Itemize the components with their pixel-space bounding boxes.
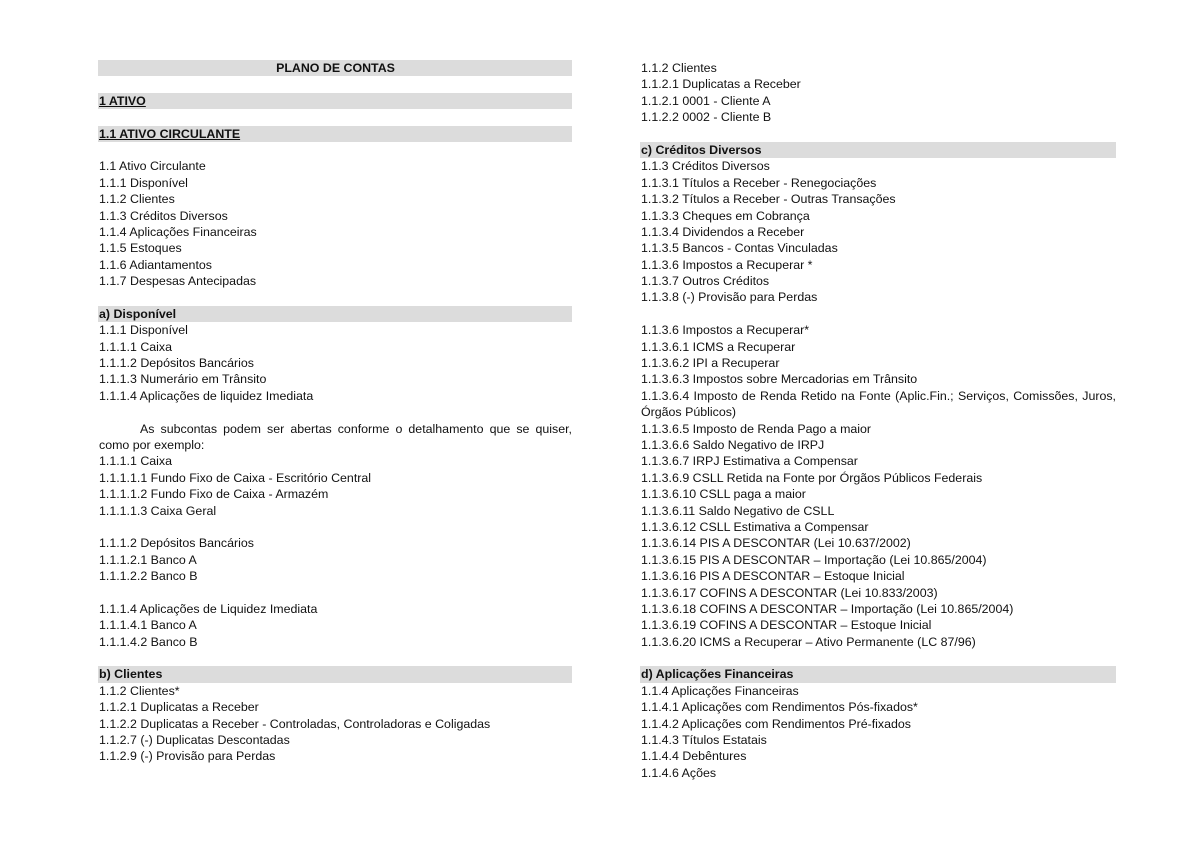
account-line: 1.1.1 Disponível <box>99 323 188 338</box>
account-line: 1.1.3.1 Títulos a Receber - Renegociações <box>641 175 877 190</box>
account-line: 1.1.2.9 (-) Provisão para Perdas <box>99 749 276 764</box>
creditos-list <box>640 158 1116 306</box>
impostos-list-a <box>640 322 1116 388</box>
account-line: 1.1.1.2 Depósitos Bancários <box>99 536 254 551</box>
account-line: 1.1.4.2 Aplicações com Rendimentos Pré-fixados <box>641 716 911 731</box>
account-line: 1.1.1.1.1 Fundo Fixo de Caixa - Escritório Central <box>99 470 372 485</box>
page-title: PLANO DE CONTAS <box>98 60 572 76</box>
account-line: 1.1.3.6.18 COFINS A DESCONTAR – Importação (Lei 10.865/2004) <box>641 601 1014 616</box>
account-line: 1.1.3.6.2 IPI a Recuperar <box>641 356 780 371</box>
account-line: 1.1.1.2.2 Banco B <box>99 569 198 584</box>
account-line: 1.1.6 Adiantamentos <box>99 257 212 272</box>
account-line: 1.1.2 Clientes <box>99 192 175 207</box>
subcontas-note: As subcontas podem ser abertas conforme o detalhamento que se quiser, como por exemplo: <box>99 421 572 452</box>
account-line: 1.1.3.3 Cheques em Cobrança <box>641 208 810 223</box>
account-line: 1.1.7 Despesas Antecipadas <box>99 274 257 289</box>
account-line: 1.1.4.6 Ações <box>641 765 717 780</box>
account-line: 1.1.3.2 Títulos a Receber - Outras Transações <box>641 192 896 207</box>
account-line: 1.1.3.6.11 Saldo Negativo de CSLL <box>641 503 835 518</box>
account-line: 1.1.4.4 Debêntures <box>641 749 747 764</box>
account-line: 1.1.1 Disponível <box>99 175 188 190</box>
right-column <box>640 60 1116 781</box>
account-line: 1.1.3.6.6 Saldo Negativo de IRPJ <box>641 438 825 453</box>
clientes-list <box>98 683 572 765</box>
account-line: 1.1.4.3 Títulos Estatais <box>641 733 767 748</box>
account-line: 1.1.1.1 Caixa <box>99 339 173 354</box>
account-line: 1.1.2.1 0001 - Cliente A <box>641 93 771 108</box>
account-line: 1.1.2.1 Duplicatas a Receber <box>641 77 801 92</box>
account-line: 1.1.2 Clientes* <box>99 683 180 698</box>
summary-list <box>98 158 572 289</box>
account-line: 1.1.3.6.17 COFINS A DESCONTAR (Lei 10.833/2003) <box>641 585 938 600</box>
account-line: 1.1.3 Créditos Diversos <box>641 159 770 174</box>
account-line: 1.1.1.3 Numerário em Trânsito <box>99 372 267 387</box>
account-line: 1.1.3.6.10 CSLL paga a maior <box>641 487 806 502</box>
caixa-list <box>98 453 572 519</box>
account-line: 1.1.3.6.12 CSLL Estimativa a Compensar <box>641 519 869 534</box>
account-line: 1.1.1.1.3 Caixa Geral <box>99 503 217 518</box>
depositos-list <box>98 535 572 584</box>
account-line: 1.1.3.6 Impostos a Recuperar* <box>641 323 810 338</box>
header-clientes: b) Clientes <box>98 666 572 682</box>
account-line: 1.1.3.7 Outros Créditos <box>641 274 770 289</box>
account-line: 1.1.5 Estoques <box>99 241 182 256</box>
account-line: 1.1.3.8 (-) Provisão para Perdas <box>641 290 818 305</box>
account-line: 1.1.3.4 Dividendos a Receber <box>641 224 805 239</box>
header-creditos: c) Créditos Diversos <box>640 142 1116 158</box>
account-line: 1.1.4.1 Aplicações com Rendimentos Pós-fixados* <box>641 700 918 715</box>
account-line: 1.1.1.4 Aplicações de Liquidez Imediata <box>99 601 318 616</box>
account-line: 1.1.1.4.2 Banco B <box>99 634 198 649</box>
account-line: 1.1.2.7 (-) Duplicatas Descontadas <box>99 733 290 748</box>
account-line: 1.1.1.1 Caixa <box>99 454 173 469</box>
account-line: 1.1.1.2.1 Banco A <box>99 552 197 567</box>
account-line: 1.1.2.2 0002 - Cliente B <box>641 110 772 125</box>
account-line: 1.1.3.6.15 PIS A DESCONTAR – Importação (Lei 10.865/2004) <box>641 552 987 567</box>
account-line: 1.1.3.6.5 Imposto de Renda Pago a maior <box>641 421 872 436</box>
account-line: 1.1.2.1 Duplicatas a Receber <box>99 700 259 715</box>
account-line: 1.1.3.6.19 COFINS A DESCONTAR – Estoque Inicial <box>641 618 932 633</box>
account-line: 1.1.3 Créditos Diversos <box>99 208 228 223</box>
account-line: 1.1.4 Aplicações Financeiras <box>641 683 799 698</box>
account-line: 1.1.3.6.7 IRPJ Estimativa a Compensar <box>641 454 858 469</box>
section-ativo-circulante: 1.1 ATIVO CIRCULANTE <box>98 126 572 142</box>
account-line: 1.1.3.5 Bancos - Contas Vinculadas <box>641 241 838 256</box>
account-line: 1.1 Ativo Circulante <box>99 159 206 174</box>
account-line: 1.1.1.4.1 Banco A <box>99 618 197 633</box>
account-line: 1.1.2 Clientes <box>641 61 717 75</box>
account-line: 1.1.1.1.2 Fundo Fixo de Caixa - Armazém <box>99 487 329 502</box>
account-line: 1.1.3.6.16 PIS A DESCONTAR – Estoque Inicial <box>641 569 905 584</box>
account-line: 1.1.3.6 Impostos a Recuperar * <box>641 257 813 272</box>
account-line: 1.1.4 Aplicações Financeiras <box>99 224 257 239</box>
account-line: 1.1.3.6.3 Impostos sobre Mercadorias em Trânsito <box>641 372 918 387</box>
account-line: 1.1.1.4 Aplicações de liquidez Imediata <box>99 388 314 403</box>
account-line: 1.1.3.6.20 ICMS a Recuperar – Ativo Permanente (LC 87/96) <box>641 634 976 649</box>
account-line: 1.1.3.6.14 PIS A DESCONTAR (Lei 10.637/2002) <box>641 536 911 551</box>
disponivel-list <box>98 322 572 404</box>
clientes-cont-list <box>640 60 1116 126</box>
aplicacoes-list <box>640 683 1116 781</box>
account-line: 1.1.1.2 Depósitos Bancários <box>99 356 254 371</box>
account-line: 1.1.2.2 Duplicatas a Receber - Controladas, Controladoras e Coligadas <box>99 716 491 731</box>
aplicacoes-liquidez-list <box>98 601 572 650</box>
header-disponivel: a) Disponível <box>98 306 572 322</box>
account-line: 1.1.3.6.9 CSLL Retida na Fonte por Órgãos Públicos Federais <box>641 470 983 485</box>
impostos-paragraph: 1.1.3.6.4 Imposto de Renda Retido na Fonte (Aplic.Fin.; Serviços, Comissões, Juros, Órgãos Públicos) <box>641 388 1116 420</box>
left-column <box>98 60 572 765</box>
section-ativo: 1 ATIVO <box>98 93 572 109</box>
header-aplicacoes: d) Aplicações Financeiras <box>640 666 1116 682</box>
impostos-list-b <box>640 421 1116 650</box>
account-line: 1.1.3.6.1 ICMS a Recuperar <box>641 339 796 354</box>
